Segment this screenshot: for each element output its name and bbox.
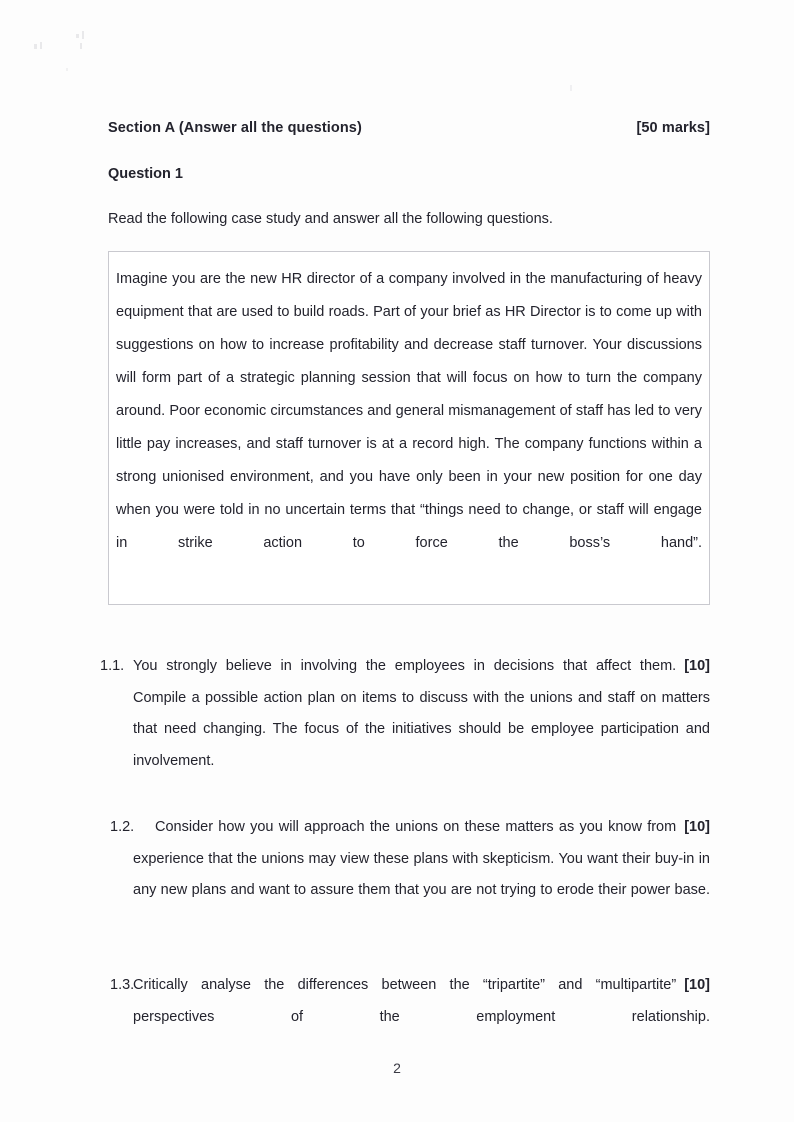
question-body (133, 651, 710, 809)
scan-artifact-speck (570, 85, 572, 91)
scan-artifact-speck (40, 42, 42, 49)
question-body (133, 812, 710, 938)
question-item-1-1 (100, 651, 794, 809)
question-marks: [10] (684, 658, 710, 674)
question-text: Consider how you will approach the unions on these matters as you know from experience that the unions may view these plans with skepticism. You want their buy-in in any new plans and want to assure them that you are not trying to erode their power base. (133, 819, 710, 898)
scan-artifact-speck (80, 43, 82, 49)
question-heading: Question 1 (108, 166, 183, 182)
scan-artifact-speck (76, 34, 79, 38)
section-marks: [50 marks] (636, 120, 710, 136)
question-number: 1.1. (100, 658, 125, 674)
section-header-row (108, 120, 710, 136)
section-heading: Section A (Answer all the questions) (108, 120, 362, 136)
question-marks: [10] (684, 977, 710, 993)
scan-artifact-speck (66, 68, 68, 71)
question-item-1-2 (110, 812, 794, 938)
case-study-text: Imagine you are the new HR director of a company involved in the manufacturing of heavy equipment that are used to build roads. Part of your brief as HR Director is to come up with suggestions on how to increase profitability and decrease staff turnover. Your discussions will form part of a strategic planning session that will focus on how to turn the company around. Poor economic circumstances and general mismanagement of staff has led to very little pay increases, and staff turnover is at a record high. The company functions within a strong unionised environment, and you have only been in your new position for one day when you were told in no uncertain terms that “things need to change, or staff will engage in strike action to force the boss’s hand”. (116, 271, 702, 551)
case-study-box (108, 251, 710, 605)
question-body (133, 970, 710, 1065)
page-number: 2 (393, 1060, 401, 1076)
question-item-1-3 (110, 970, 794, 1065)
scan-artifact-speck (82, 31, 84, 39)
question-number: 1.2. (110, 819, 135, 835)
instruction-text: Read the following case study and answer all the following questions. (108, 211, 553, 227)
scan-artifact-speck (34, 44, 37, 49)
question-marks: [10] (684, 819, 710, 835)
question-text: You strongly believe in involving the employees in decisions that affect them. Compile a possible action plan on items to discuss with the unions and staff on matters that need changing. The focus of the initiatives should be employee participation and involvement. (133, 658, 710, 769)
question-text: Critically analyse the differences between the “tripartite” and “multipartite” perspectives of the employment relationship. (133, 977, 710, 1025)
question-number: 1.3. (110, 977, 135, 993)
